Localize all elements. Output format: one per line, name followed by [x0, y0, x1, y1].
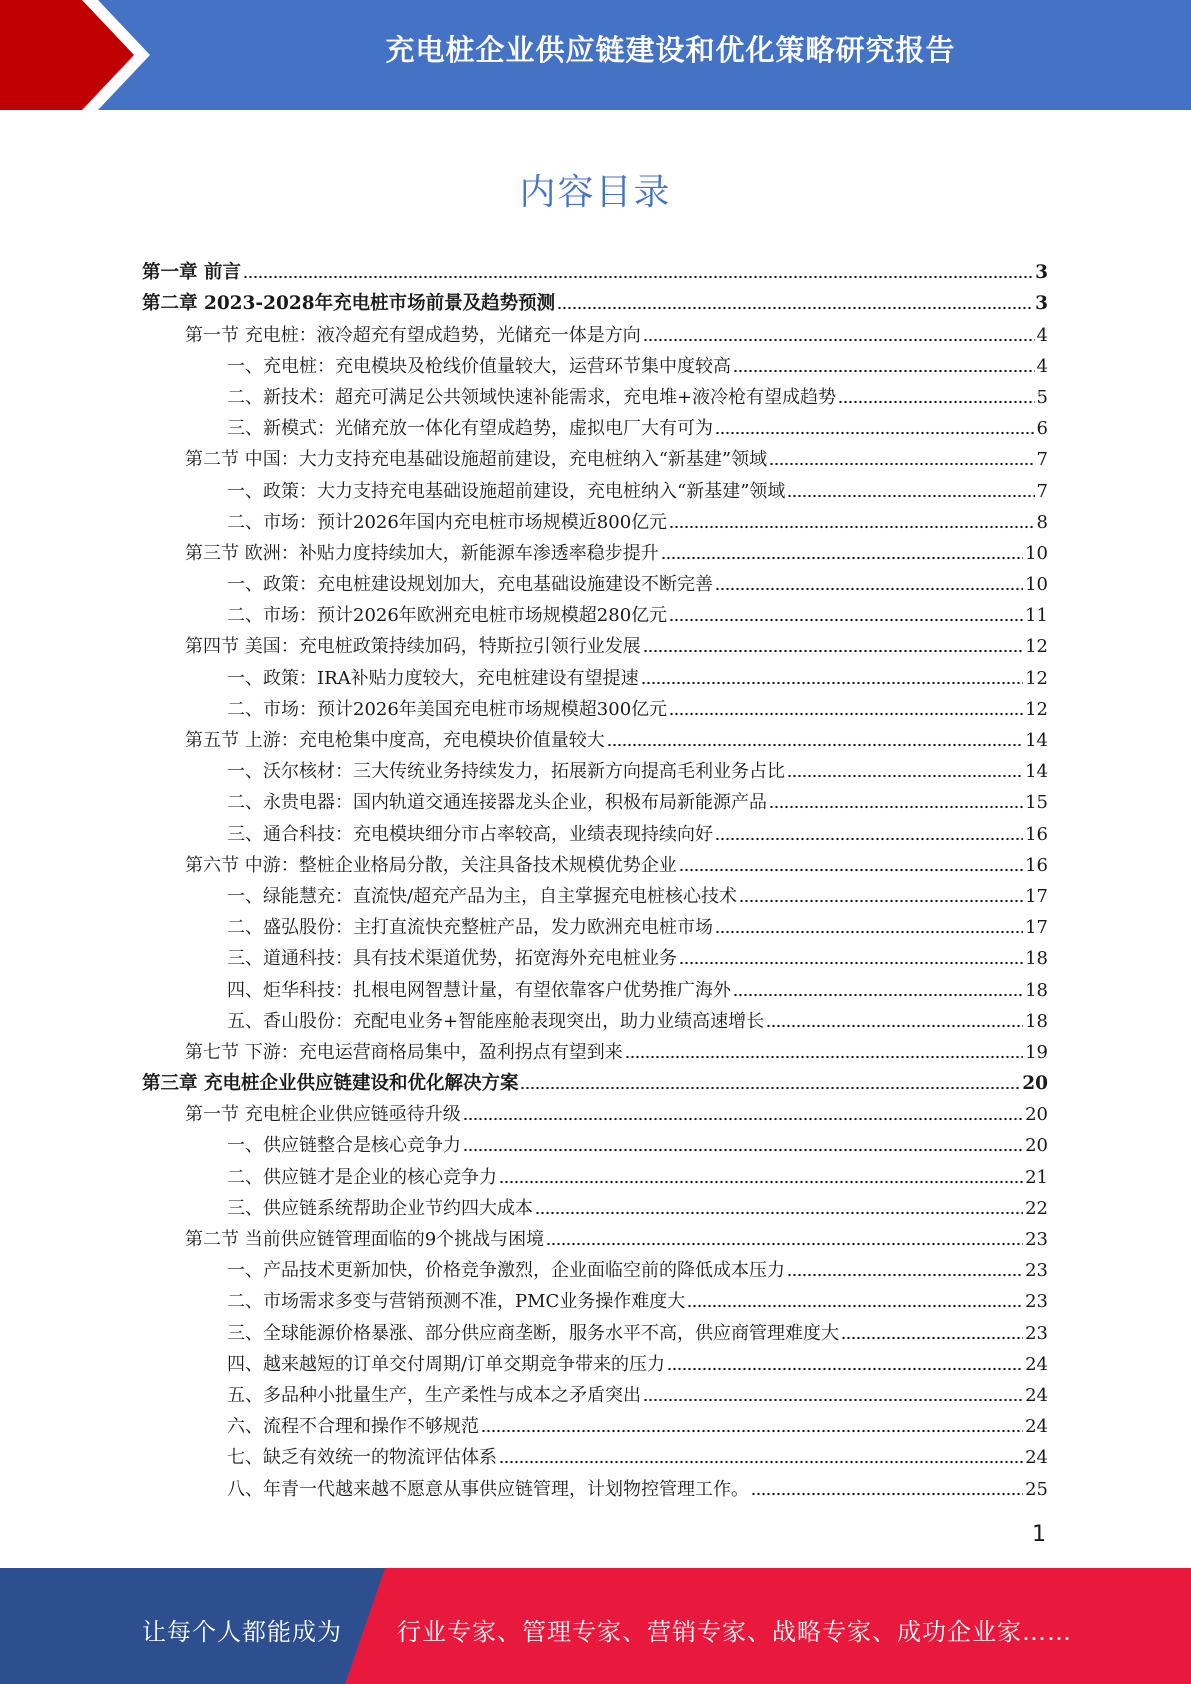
toc-dot-leader [669, 525, 1034, 529]
toc-dot-leader [838, 400, 1034, 404]
toc-entry[interactable] [142, 1345, 1048, 1376]
toc-dot-leader [787, 1273, 1023, 1277]
toc-entry-page: 12 [1025, 698, 1048, 720]
toc-entry[interactable] [142, 908, 1048, 939]
toc-dot-leader [643, 338, 1035, 342]
toc-entry[interactable] [142, 378, 1048, 409]
toc-entry[interactable] [142, 1251, 1048, 1282]
toc-dot-leader [641, 681, 1023, 685]
toc-dot-leader [679, 868, 1023, 872]
toc-entry-page: 18 [1025, 1010, 1048, 1032]
toc-dot-leader [661, 556, 1023, 560]
footer-slogan-left: 让每个人都能成为 [142, 1618, 342, 1646]
toc-entry[interactable] [142, 1438, 1048, 1469]
toc-entry-page: 20 [1022, 1073, 1048, 1095]
toc-dot-leader [679, 961, 1023, 965]
toc-entry-title: 三、新模式：光储充放一体化有望成趋势，虚拟电厂大有可为 [227, 418, 713, 440]
toc-entry-page: 14 [1025, 761, 1048, 783]
toc-entry[interactable] [142, 1095, 1048, 1126]
toc-entry[interactable] [142, 1376, 1048, 1407]
toc-dot-leader [643, 1398, 1023, 1402]
toc-entry[interactable] [142, 1126, 1048, 1157]
footer-banner [0, 1568, 1191, 1684]
footer-slogan-right: 行业专家、管理专家、营销专家、战略专家、成功企业家…… [397, 1618, 1072, 1646]
toc-entry[interactable] [142, 846, 1048, 877]
toc-entry-title: 五、香山股份：充配电业务+智能座舱表现突出，助力业绩高速增长 [227, 1010, 765, 1032]
toc-dot-leader [643, 649, 1023, 653]
toc-entry-title: 第二节 中国：大力支持充电基础设施超前建设，充电桩纳入“新基建”领域 [185, 449, 768, 471]
toc-dot-leader [787, 494, 1034, 498]
toc-entry-page: 12 [1025, 636, 1048, 658]
table-of-contents [142, 253, 1048, 1501]
toc-entry-title: 第二节 当前供应链管理面临的9个挑战与困境 [185, 1229, 545, 1250]
toc-entry-title: 三、道通科技：具有技术渠道优势，拓宽海外充电桩业务 [227, 948, 677, 970]
toc-entry-title: 八、年青一代越来越不愿意从事供应链管理，计划物控管理工作。 [227, 1478, 749, 1500]
toc-entry-page: 3 [1035, 262, 1048, 284]
toc-entry-title: 四、炬华科技：扎根电网智慧计量，有望依靠客户优势推广海外 [227, 979, 731, 1001]
toc-entry[interactable] [142, 534, 1048, 565]
toc-entry-title: 二、市场：预计2026年欧洲充电桩市场规模超280亿元 [227, 605, 668, 627]
toc-entry-title: 二、供应链才是企业的核心竞争力 [227, 1166, 497, 1188]
toc-entry-page: 5 [1036, 386, 1048, 408]
toc-dot-leader [546, 1242, 1023, 1246]
toc-entry-title: 一、产品技术更新加快，价格竞争激烈，企业面临空前的降低成本压力 [227, 1260, 785, 1282]
toc-dot-leader [687, 1304, 1023, 1308]
toc-dot-leader [557, 306, 1033, 310]
toc-entry-page: 17 [1025, 885, 1048, 907]
toc-entry[interactable] [142, 752, 1048, 783]
toc-entry-title: 三、全球能源价格暴涨、部分供应商垄断，服务水平不高，供应商管理难度大 [227, 1322, 839, 1344]
toc-entry-title: 第二章 2023-2028年充电桩市场前景及趋势预测 [142, 293, 556, 315]
toc-entry-page: 22 [1025, 1197, 1048, 1219]
toc-dot-leader [243, 275, 1033, 279]
toc-entry[interactable] [142, 253, 1048, 284]
toc-entry[interactable] [142, 1220, 1048, 1251]
toc-entry-title: 六、流程不合理和操作不够规范 [227, 1416, 479, 1438]
toc-dot-leader [669, 618, 1023, 622]
toc-entry[interactable] [142, 315, 1048, 346]
toc-entry[interactable] [142, 877, 1048, 908]
toc-entry-page: 8 [1036, 511, 1048, 533]
toc-entry-title: 第四节 美国：充电桩政策持续加码，特斯拉引领行业发展 [185, 636, 641, 658]
toc-entry-page: 14 [1025, 730, 1048, 751]
toc-entry[interactable] [142, 565, 1048, 596]
toc-entry[interactable] [142, 1313, 1048, 1344]
toc-entry-page: 23 [1025, 1260, 1048, 1282]
toc-entry[interactable] [142, 783, 1048, 814]
toc-entry-title: 一、沃尔核材：三大传统业务持续发力，拓展新方向提高毛利业务占比 [227, 761, 785, 783]
toc-entry-page: 11 [1025, 605, 1048, 627]
toc-dot-leader [535, 1211, 1023, 1215]
toc-entry-page: 20 [1025, 1135, 1048, 1157]
toc-entry-page: 24 [1025, 1416, 1048, 1438]
toc-entry-page: 18 [1025, 979, 1048, 1001]
toc-entry-title: 一、政策：充电桩建设规划加大，充电基础设施建设不断完善 [227, 574, 713, 596]
toc-dot-leader [733, 369, 1035, 373]
header-arrow-decoration [0, 0, 160, 110]
toc-entry-page: 17 [1025, 917, 1048, 939]
toc-entry[interactable] [142, 409, 1048, 440]
toc-entry[interactable] [142, 658, 1048, 689]
toc-entry[interactable] [142, 471, 1048, 502]
toc-dot-leader [463, 1117, 1023, 1121]
toc-entry-title: 二、市场：预计2026年国内充电桩市场规模近800亿元 [227, 511, 668, 533]
toc-entry-page: 24 [1025, 1447, 1048, 1469]
toc-entry[interactable] [142, 939, 1048, 970]
toc-entry[interactable] [142, 1033, 1048, 1064]
toc-entry-title: 二、盛弘股份：主打直流快充整桩产品，发力欧洲充电桩市场 [227, 917, 713, 939]
toc-entry-page: 16 [1025, 823, 1048, 845]
toc-entry-page: 23 [1025, 1229, 1048, 1250]
toc-entry-page: 25 [1025, 1478, 1048, 1500]
toc-entry-page: 16 [1025, 854, 1048, 876]
toc-entry[interactable] [142, 596, 1048, 627]
toc-entry-page: 10 [1025, 574, 1048, 596]
toc-entry-title: 第一节 充电桩企业供应链亟待升级 [185, 1104, 461, 1126]
toc-entry[interactable] [142, 440, 1048, 471]
toc-dot-leader [751, 1492, 1023, 1496]
toc-entry[interactable] [142, 1189, 1048, 1220]
toc-entry-page: 12 [1025, 667, 1048, 689]
toc-entry[interactable] [142, 814, 1048, 845]
toc-entry-page: 6 [1036, 418, 1048, 440]
toc-entry-title: 二、市场：预计2026年美国充电桩市场规模超300亿元 [227, 698, 668, 720]
toc-entry-title: 一、供应链整合是核心竞争力 [227, 1135, 461, 1157]
toc-dot-leader [769, 462, 1034, 466]
toc-dot-leader [787, 774, 1023, 778]
toc-entry[interactable] [142, 1407, 1048, 1438]
toc-entry-page: 15 [1025, 792, 1048, 814]
toc-dot-leader [715, 930, 1023, 934]
toc-dot-leader [841, 1336, 1023, 1340]
toc-entry-page: 7 [1036, 449, 1048, 471]
toc-dot-leader [463, 1148, 1023, 1152]
toc-entry-title: 一、充电桩：充电模块及枪线价值量较大，运营环节集中度较高 [227, 355, 731, 377]
toc-dot-leader [715, 837, 1023, 841]
toc-entry-title: 第五节 上游：充电枪集中度高，充电模块价值量较大 [185, 730, 605, 751]
toc-dot-leader [667, 1367, 1023, 1371]
toc-entry-title: 第三章 充电桩企业供应链建设和优化解决方案 [142, 1073, 519, 1095]
toc-entry-title: 四、越来越短的订单交付周期/订单交期竞争带来的压力 [227, 1353, 666, 1375]
toc-entry-page: 4 [1036, 355, 1048, 377]
report-title: 充电桩企业供应链建设和优化策略研究报告 [385, 33, 956, 67]
toc-entry-page: 4 [1036, 324, 1048, 346]
toc-dot-leader [625, 1055, 1023, 1059]
toc-dot-leader [607, 743, 1023, 747]
toc-title: 内容目录 [519, 172, 672, 213]
toc-entry-page: 10 [1025, 542, 1048, 564]
toc-entry[interactable] [142, 1282, 1048, 1313]
toc-entry-page: 18 [1025, 948, 1048, 970]
toc-dot-leader [715, 587, 1023, 591]
toc-entry-title: 第一章 前言 [142, 262, 241, 284]
toc-entry[interactable] [142, 690, 1048, 721]
page-number: 1 [1032, 1522, 1046, 1547]
toc-entry-title: 一、政策：IRA补贴力度较大，充电桩建设有望提速 [227, 667, 639, 689]
toc-entry-title: 第七节 下游：充电运营商格局集中，盈利拐点有望到来 [185, 1041, 623, 1063]
toc-entry-title: 七、缺乏有效统一的物流评估体系 [227, 1447, 497, 1469]
toc-dot-leader [481, 1429, 1023, 1433]
toc-entry-page: 24 [1025, 1384, 1048, 1406]
toc-dot-leader [715, 431, 1035, 435]
toc-entry[interactable] [142, 1157, 1048, 1188]
toc-entry[interactable] [142, 284, 1048, 315]
toc-entry-page: 23 [1025, 1322, 1048, 1344]
toc-entry-page: 20 [1025, 1104, 1048, 1126]
toc-entry-title: 二、市场需求多变与营销预测不准，PMC业务操作难度大 [227, 1291, 686, 1313]
toc-dot-leader [520, 1086, 1020, 1090]
toc-entry[interactable] [142, 721, 1048, 752]
toc-entry-title: 第一节 充电桩：液冷超充有望成趋势，光储充一体是方向 [185, 324, 641, 346]
toc-entry[interactable] [142, 347, 1048, 378]
toc-dot-leader [766, 1024, 1023, 1028]
toc-entry-title: 一、政策：大力支持充电基础设施超前建设，充电桩纳入“新基建”领域 [227, 480, 786, 502]
toc-dot-leader [499, 1180, 1023, 1184]
toc-entry-page: 3 [1035, 293, 1048, 315]
toc-entry-title: 一、绿能慧充：直流快/超充产品为主，自主掌握充电桩核心技术 [227, 885, 738, 907]
toc-entry-title: 第六节 中游：整桩企业格局分散，关注具备技术规模优势企业 [185, 854, 677, 876]
toc-entry[interactable] [142, 503, 1048, 534]
toc-entry-page: 7 [1036, 480, 1048, 502]
toc-entry-title: 三、供应链系统帮助企业节约四大成本 [227, 1197, 533, 1219]
toc-dot-leader [769, 805, 1023, 809]
toc-dot-leader [499, 1460, 1023, 1464]
toc-entry[interactable] [142, 627, 1048, 658]
toc-entry-page: 24 [1025, 1353, 1048, 1375]
toc-entry-title: 二、新技术：超充可满足公共领域快速补能需求，充电堆+液冷枪有望成趋势 [227, 386, 837, 408]
toc-dot-leader [739, 899, 1023, 903]
toc-entry[interactable] [142, 1002, 1048, 1033]
toc-dot-leader [669, 712, 1023, 716]
toc-entry[interactable] [142, 970, 1048, 1001]
toc-entry-page: 23 [1025, 1291, 1048, 1313]
toc-entry-title: 三、通合科技：充电模块细分市占率较高，业绩表现持续向好 [227, 823, 713, 845]
header-banner [0, 0, 1191, 110]
toc-entry[interactable] [142, 1064, 1048, 1095]
toc-entry-title: 二、永贵电器：国内轨道交通连接器龙头企业，积极布局新能源产品 [227, 792, 767, 814]
toc-entry-page: 19 [1025, 1041, 1048, 1063]
toc-entry-page: 21 [1025, 1166, 1048, 1188]
toc-entry-title: 第三节 欧洲：补贴力度持续加大，新能源车渗透率稳步提升 [185, 542, 659, 564]
toc-entry[interactable] [142, 1469, 1048, 1500]
toc-entry-title: 五、多品种小批量生产，生产柔性与成本之矛盾突出 [227, 1384, 641, 1406]
toc-dot-leader [733, 993, 1023, 997]
